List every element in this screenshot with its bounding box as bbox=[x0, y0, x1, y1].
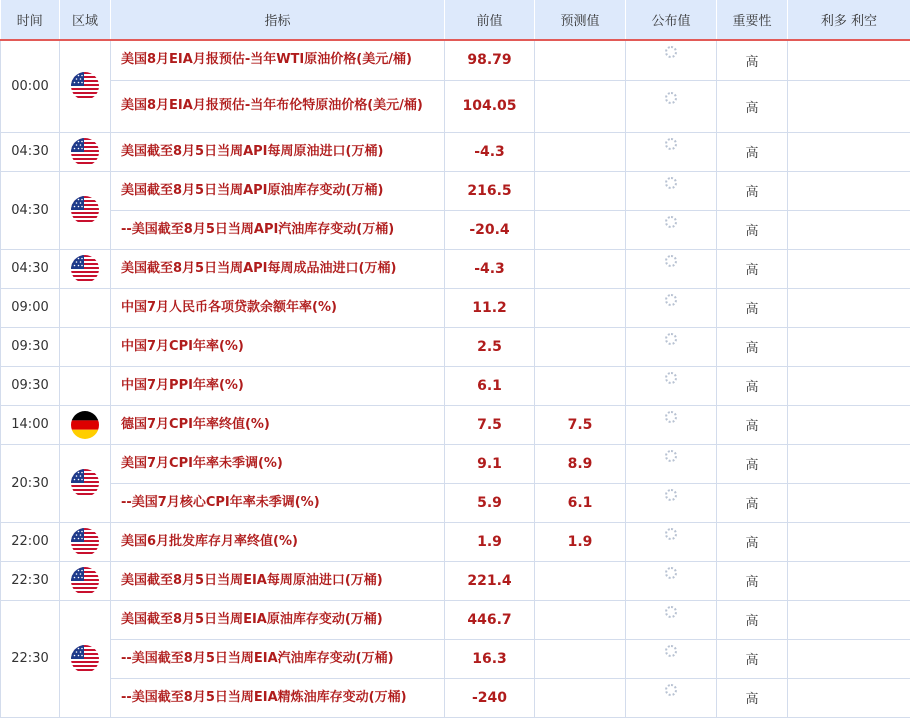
indicator-link[interactable]: 美国截至8月5日当周API原油库存变动(万桶) bbox=[111, 171, 445, 210]
impact-cell bbox=[788, 639, 910, 678]
indicator-link[interactable]: --美国截至8月5日当周API汽油库存变动(万桶) bbox=[111, 210, 445, 249]
previous-value: 216.5 bbox=[445, 171, 535, 210]
indicator-link[interactable]: 中国7月PPI年率(%) bbox=[111, 366, 445, 405]
importance-value: 高 bbox=[717, 678, 788, 717]
actual-value bbox=[626, 40, 717, 80]
indicator-link[interactable]: 美国6月批发库存月率终值(%) bbox=[111, 522, 445, 561]
us-flag-icon bbox=[71, 255, 99, 283]
table-row bbox=[1, 171, 910, 210]
header-indicator: 指标 bbox=[111, 0, 445, 40]
actual-value bbox=[626, 639, 717, 678]
previous-value: 104.05 bbox=[445, 80, 535, 132]
actual-value bbox=[626, 80, 717, 132]
table-row bbox=[1, 288, 910, 327]
loading-icon bbox=[665, 333, 677, 345]
header-actual: 公布值 bbox=[626, 0, 717, 40]
forecast-value bbox=[535, 80, 626, 132]
previous-value: 6.1 bbox=[445, 366, 535, 405]
actual-value bbox=[626, 678, 717, 717]
forecast-value bbox=[535, 561, 626, 600]
event-time: 14:00 bbox=[1, 405, 60, 444]
previous-value: 221.4 bbox=[445, 561, 535, 600]
region-cell bbox=[60, 444, 111, 522]
region-cell bbox=[60, 366, 111, 405]
region-cell bbox=[60, 327, 111, 366]
previous-value: 5.9 bbox=[445, 483, 535, 522]
previous-value: -20.4 bbox=[445, 210, 535, 249]
indicator-link[interactable]: --美国截至8月5日当周EIA汽油库存变动(万桶) bbox=[111, 639, 445, 678]
impact-cell bbox=[788, 405, 910, 444]
us-flag-icon bbox=[71, 196, 99, 224]
impact-cell bbox=[788, 80, 910, 132]
forecast-value bbox=[535, 366, 626, 405]
actual-value bbox=[626, 132, 717, 171]
event-time: 22:00 bbox=[1, 522, 60, 561]
forecast-value bbox=[535, 132, 626, 171]
impact-cell bbox=[788, 483, 910, 522]
header-previous: 前值 bbox=[445, 0, 535, 40]
indicator-link[interactable]: 德国7月CPI年率终值(%) bbox=[111, 405, 445, 444]
forecast-value: 1.9 bbox=[535, 522, 626, 561]
event-time: 22:30 bbox=[1, 600, 60, 717]
region-cell bbox=[60, 171, 111, 249]
forecast-value bbox=[535, 249, 626, 288]
table-row bbox=[1, 327, 910, 366]
importance-value: 高 bbox=[717, 639, 788, 678]
actual-value bbox=[626, 405, 717, 444]
importance-value: 高 bbox=[717, 40, 788, 80]
loading-icon bbox=[665, 684, 677, 696]
de-flag-icon bbox=[71, 411, 99, 439]
forecast-value: 6.1 bbox=[535, 483, 626, 522]
impact-cell bbox=[788, 522, 910, 561]
indicator-link[interactable]: 美国8月EIA月报预估-当年布伦特原油价格(美元/桶) bbox=[111, 80, 445, 132]
loading-icon bbox=[665, 450, 677, 462]
table-row bbox=[1, 80, 910, 132]
region-cell bbox=[60, 40, 111, 132]
loading-icon bbox=[665, 606, 677, 618]
impact-cell bbox=[788, 132, 910, 171]
forecast-value bbox=[535, 327, 626, 366]
table-row bbox=[1, 483, 910, 522]
loading-icon bbox=[665, 216, 677, 228]
loading-icon bbox=[665, 645, 677, 657]
forecast-value bbox=[535, 210, 626, 249]
loading-icon bbox=[665, 489, 677, 501]
impact-cell bbox=[788, 327, 910, 366]
importance-value: 高 bbox=[717, 561, 788, 600]
region-cell bbox=[60, 249, 111, 288]
header-region: 区域 bbox=[60, 0, 111, 40]
actual-value bbox=[626, 600, 717, 639]
actual-value bbox=[626, 561, 717, 600]
importance-value: 高 bbox=[717, 171, 788, 210]
previous-value: 9.1 bbox=[445, 444, 535, 483]
table-row bbox=[1, 210, 910, 249]
importance-value: 高 bbox=[717, 288, 788, 327]
indicator-link[interactable]: 中国7月CPI年率(%) bbox=[111, 327, 445, 366]
header-impact: 利多 利空 bbox=[788, 0, 910, 40]
impact-cell bbox=[788, 210, 910, 249]
us-flag-icon bbox=[71, 528, 99, 556]
us-flag-icon bbox=[71, 645, 99, 673]
table-row bbox=[1, 561, 910, 600]
previous-value: 16.3 bbox=[445, 639, 535, 678]
indicator-link[interactable]: --美国截至8月5日当周EIA精炼油库存变动(万桶) bbox=[111, 678, 445, 717]
loading-icon bbox=[665, 528, 677, 540]
previous-value: 7.5 bbox=[445, 405, 535, 444]
us-flag-icon bbox=[71, 469, 99, 497]
forecast-value: 7.5 bbox=[535, 405, 626, 444]
previous-value: -4.3 bbox=[445, 249, 535, 288]
indicator-link[interactable]: 中国7月人民币各项贷款余额年率(%) bbox=[111, 288, 445, 327]
importance-value: 高 bbox=[717, 444, 788, 483]
region-cell bbox=[60, 561, 111, 600]
importance-value: 高 bbox=[717, 366, 788, 405]
us-flag-icon bbox=[71, 567, 99, 595]
loading-icon bbox=[665, 92, 677, 104]
event-time: 04:30 bbox=[1, 132, 60, 171]
actual-value bbox=[626, 327, 717, 366]
event-time: 04:30 bbox=[1, 249, 60, 288]
header-importance: 重要性 bbox=[717, 0, 788, 40]
forecast-value bbox=[535, 40, 626, 80]
previous-value: 446.7 bbox=[445, 600, 535, 639]
event-time: 09:00 bbox=[1, 288, 60, 327]
impact-cell bbox=[788, 40, 910, 80]
indicator-link[interactable]: 美国截至8月5日当周EIA原油库存变动(万桶) bbox=[111, 600, 445, 639]
forecast-value bbox=[535, 171, 626, 210]
indicator-link[interactable]: 美国7月CPI年率未季调(%) bbox=[111, 444, 445, 483]
region-cell bbox=[60, 600, 111, 717]
actual-value bbox=[626, 522, 717, 561]
loading-icon bbox=[665, 46, 677, 58]
impact-cell bbox=[788, 249, 910, 288]
importance-value: 高 bbox=[717, 132, 788, 171]
indicator-link[interactable]: 美国截至8月5日当周API每周成品油进口(万桶) bbox=[111, 249, 445, 288]
loading-icon bbox=[665, 138, 677, 150]
importance-value: 高 bbox=[717, 405, 788, 444]
impact-cell bbox=[788, 678, 910, 717]
table-row bbox=[1, 249, 910, 288]
event-time: 22:30 bbox=[1, 561, 60, 600]
impact-cell bbox=[788, 171, 910, 210]
loading-icon bbox=[665, 567, 677, 579]
table-row bbox=[1, 40, 910, 80]
table-row bbox=[1, 522, 910, 561]
header-time: 时间 bbox=[1, 0, 60, 40]
importance-value: 高 bbox=[717, 483, 788, 522]
forecast-value bbox=[535, 639, 626, 678]
region-cell bbox=[60, 522, 111, 561]
forecast-value: 8.9 bbox=[535, 444, 626, 483]
previous-value: 11.2 bbox=[445, 288, 535, 327]
event-time: 09:30 bbox=[1, 327, 60, 366]
header-forecast: 预测值 bbox=[535, 0, 626, 40]
impact-cell bbox=[788, 600, 910, 639]
forecast-value bbox=[535, 600, 626, 639]
actual-value bbox=[626, 249, 717, 288]
loading-icon bbox=[665, 294, 677, 306]
loading-icon bbox=[665, 177, 677, 189]
impact-cell bbox=[788, 561, 910, 600]
impact-cell bbox=[788, 288, 910, 327]
table-row bbox=[1, 600, 910, 639]
loading-icon bbox=[665, 411, 677, 423]
importance-value: 高 bbox=[717, 600, 788, 639]
actual-value bbox=[626, 210, 717, 249]
actual-value bbox=[626, 366, 717, 405]
actual-value bbox=[626, 483, 717, 522]
importance-value: 高 bbox=[717, 327, 788, 366]
impact-cell bbox=[788, 366, 910, 405]
actual-value bbox=[626, 288, 717, 327]
region-cell bbox=[60, 288, 111, 327]
importance-value: 高 bbox=[717, 249, 788, 288]
previous-value: 2.5 bbox=[445, 327, 535, 366]
table-row bbox=[1, 405, 910, 444]
indicator-link[interactable]: 美国8月EIA月报预估-当年WTI原油价格(美元/桶) bbox=[111, 40, 445, 80]
indicator-link[interactable]: 美国截至8月5日当周EIA每周原油进口(万桶) bbox=[111, 561, 445, 600]
event-time: 04:30 bbox=[1, 171, 60, 249]
table-header-row bbox=[1, 0, 910, 40]
indicator-link[interactable]: --美国7月核心CPI年率未季调(%) bbox=[111, 483, 445, 522]
importance-value: 高 bbox=[717, 80, 788, 132]
table-row bbox=[1, 132, 910, 171]
table-row bbox=[1, 639, 910, 678]
loading-icon bbox=[665, 372, 677, 384]
event-time: 09:30 bbox=[1, 366, 60, 405]
forecast-value bbox=[535, 678, 626, 717]
indicator-link[interactable]: 美国截至8月5日当周API每周原油进口(万桶) bbox=[111, 132, 445, 171]
table-row bbox=[1, 366, 910, 405]
importance-value: 高 bbox=[717, 210, 788, 249]
table-row bbox=[1, 678, 910, 717]
actual-value bbox=[626, 444, 717, 483]
region-cell bbox=[60, 405, 111, 444]
importance-value: 高 bbox=[717, 522, 788, 561]
table-row bbox=[1, 444, 910, 483]
previous-value: -4.3 bbox=[445, 132, 535, 171]
us-flag-icon bbox=[71, 138, 99, 166]
previous-value: 1.9 bbox=[445, 522, 535, 561]
region-cell bbox=[60, 132, 111, 171]
forecast-value bbox=[535, 288, 626, 327]
impact-cell bbox=[788, 444, 910, 483]
us-flag-icon bbox=[71, 72, 99, 100]
table-body bbox=[1, 40, 910, 717]
previous-value: 98.79 bbox=[445, 40, 535, 80]
loading-icon bbox=[665, 255, 677, 267]
event-time: 20:30 bbox=[1, 444, 60, 522]
event-time: 00:00 bbox=[1, 40, 60, 132]
previous-value: -240 bbox=[445, 678, 535, 717]
actual-value bbox=[626, 171, 717, 210]
